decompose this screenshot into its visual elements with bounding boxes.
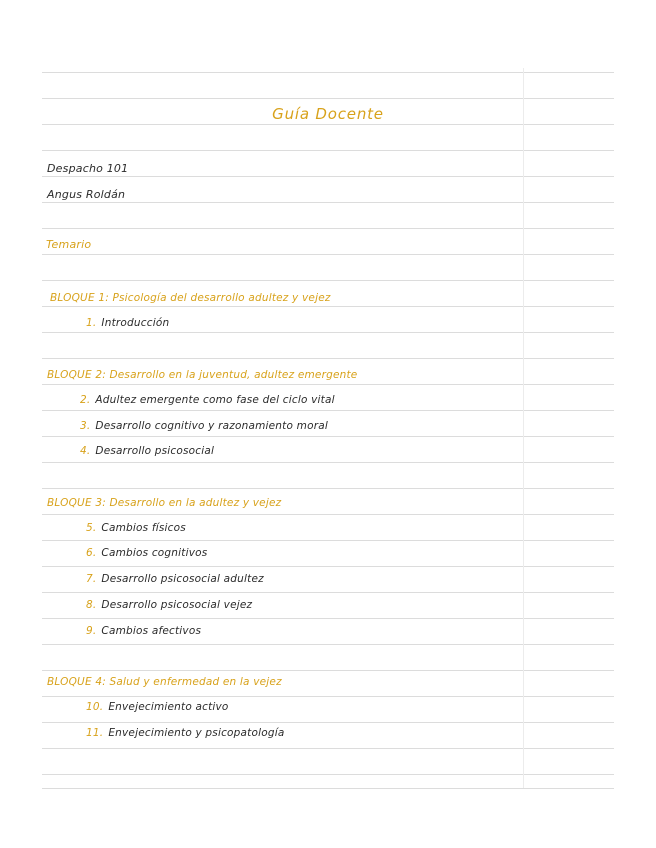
item-number: 7. — [86, 573, 97, 585]
item-text: Desarrollo psicosocial vejez — [101, 599, 253, 611]
section-heading: Temario — [46, 238, 92, 251]
ruled-line — [42, 514, 614, 515]
item-text: Desarrollo psicosocial adultez — [101, 573, 264, 585]
item-number: 5. — [86, 522, 97, 534]
ruled-line — [42, 332, 614, 333]
item-number: 1. — [86, 317, 97, 329]
block-heading: BLOQUE 2: Desarrollo en la juventud, adultez emergente — [47, 369, 358, 381]
list-item — [86, 571, 264, 587]
ruled-line — [42, 670, 614, 671]
item-text: Introducción — [101, 317, 170, 329]
item-text: Cambios cognitivos — [101, 547, 208, 559]
block-heading: BLOQUE 4: Salud y enfermedad en la vejez — [47, 676, 282, 688]
item-number: 10. — [86, 701, 104, 713]
ruled-line — [42, 358, 614, 359]
ruled-line — [42, 254, 614, 255]
ruled-line — [42, 98, 614, 99]
item-number: 8. — [86, 599, 97, 611]
ruled-line — [42, 644, 614, 645]
ruled-line — [42, 618, 614, 619]
ruled-line — [42, 722, 614, 723]
list-item — [80, 443, 214, 459]
ruled-line — [42, 202, 614, 203]
list-item — [80, 418, 328, 434]
ruled-line — [42, 774, 614, 775]
author-name: Angus Roldán — [47, 188, 126, 201]
ruled-line — [42, 384, 614, 385]
list-item — [86, 545, 207, 561]
ruled-line — [42, 72, 614, 73]
ruled-line — [42, 592, 614, 593]
item-text: Desarrollo cognitivo y razonamiento moral — [95, 420, 328, 432]
ruled-line — [42, 410, 614, 411]
ruled-line — [42, 228, 614, 229]
list-item — [86, 623, 201, 639]
ruled-line — [42, 696, 614, 697]
block-heading: BLOQUE 1: Psicología del desarrollo adultez y vejez — [50, 292, 331, 304]
page-title: Guía Docente — [272, 105, 384, 123]
ruled-line — [42, 788, 614, 789]
list-item — [80, 392, 335, 408]
item-number: 11. — [86, 727, 104, 739]
list-item — [86, 520, 186, 536]
margin-line — [523, 68, 524, 788]
ruled-line — [42, 306, 614, 307]
item-number: 2. — [80, 394, 91, 406]
item-number: 3. — [80, 420, 91, 432]
item-text: Cambios físicos — [101, 522, 186, 534]
item-number: 6. — [86, 547, 97, 559]
item-text: Cambios afectivos — [101, 625, 202, 637]
item-text: Desarrollo psicosocial — [95, 445, 215, 457]
item-text: Envejecimiento activo — [108, 701, 229, 713]
ruled-line — [42, 436, 614, 437]
block-heading: BLOQUE 3: Desarrollo en la adultez y vejez — [47, 497, 282, 509]
item-number: 9. — [86, 625, 97, 637]
ruled-line — [42, 488, 614, 489]
ruled-line — [42, 150, 614, 151]
ruled-line — [42, 124, 614, 125]
list-item — [86, 315, 169, 331]
item-text: Envejecimiento y psicopatología — [108, 727, 285, 739]
ruled-line — [42, 540, 614, 541]
item-text: Adultez emergente como fase del ciclo vital — [95, 394, 335, 406]
list-item — [86, 725, 284, 741]
office-label: Despacho 101 — [47, 162, 129, 175]
list-item — [86, 597, 252, 613]
item-number: 4. — [80, 445, 91, 457]
list-item — [86, 699, 229, 715]
ruled-line — [42, 566, 614, 567]
ruled-line — [42, 748, 614, 749]
ruled-line — [42, 280, 614, 281]
ruled-line — [42, 462, 614, 463]
